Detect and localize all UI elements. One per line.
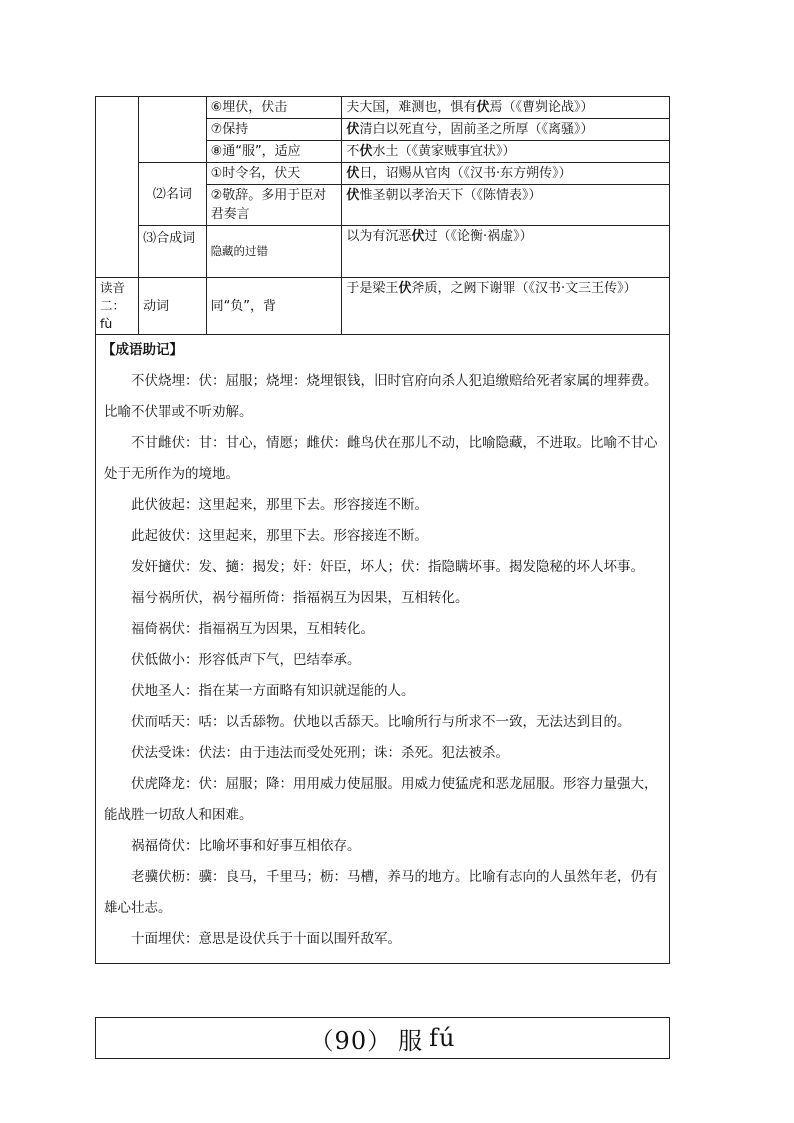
idiom-entry: 不甘雌伏：甘：甘心，情愿；雌伏：雌鸟伏在那儿不动，比喻隐藏，不进取。比喻不甘心处于无所作为的境地。	[104, 435, 658, 482]
idiom-entry: 福倚祸伏：指福祸互为因果，互相转化。	[131, 621, 374, 637]
idiom-entry: 福兮祸所伏，祸兮福所倚：指福祸互为因果，互相转化。	[131, 590, 469, 606]
pos-cell-empty	[139, 97, 206, 163]
meaning-cell: 隐藏的过错	[206, 226, 342, 278]
table-row	[96, 278, 670, 335]
idiom-entry: 此伏彼起：这里起来，那里下去。形容接连不断。	[131, 497, 428, 513]
example-cell: 伏清白以死直兮，固前圣之所厚（《离骚》）	[342, 119, 670, 141]
example-cell: 伏日，诏赐从官肉（《汉书·东方朔传》）	[342, 163, 670, 185]
example-cell: 不伏水土（《黄家贼事宜状》）	[342, 141, 670, 163]
idiom-entry: 祸福倚伏：比喻坏事和好事互相依存。	[131, 838, 361, 854]
idiom-entry: 伏虎降龙：伏：屈服；降：用用威力使屈服。用威力使猛虎和恶龙屈服。形容力量强大，能战胜一切敌人和困难。	[104, 776, 658, 823]
reading-label: 读音二：fù	[96, 278, 139, 335]
idiom-entry: 伏低做小：形容低声下气，巴结奉承。	[131, 652, 361, 668]
idiom-entry: 十面埋伏：意思是设伏兵于十面以围歼敌军。	[131, 931, 401, 947]
highlight-word: 伏	[476, 100, 490, 115]
idiom-entry: 伏法受诛：伏法：由于违法而受处死刑；诛：杀死。犯法被杀。	[131, 745, 509, 761]
entry-pinyin: fú	[429, 1024, 456, 1052]
meaning-cell: ⑦保持	[206, 119, 342, 141]
idiom-entry: 此起彼伏：这里起来，那里下去。形容接连不断。	[131, 528, 428, 544]
meaning-cell: ⑥埋伏，伏击	[206, 97, 342, 119]
notes-row	[96, 335, 670, 964]
highlight-word: 伏	[359, 144, 373, 159]
table-row	[96, 226, 670, 278]
entry-character: 服	[398, 1026, 424, 1055]
example-cell: 以为有沉恶伏过（《论衡·祸虚》）	[342, 226, 670, 278]
highlight-word: 伏	[346, 166, 360, 181]
idiom-notes	[96, 335, 670, 964]
highlight-word: 伏	[346, 188, 360, 203]
highlight-word: 伏	[398, 281, 412, 296]
meaning-cell: 同“负”，背	[206, 278, 342, 335]
highlight-word: 伏	[346, 122, 360, 137]
notes-heading: 【成语助记】	[102, 342, 183, 358]
idiom-entry: 伏地圣人：指在某一方面略有知识就逞能的人。	[131, 683, 415, 699]
pos-label-verb: 动词	[139, 278, 206, 335]
idiom-entry: 伏而咶天：咶：以舌舔物。伏地以舌舔天。比喻所行与所求不一致，无法达到目的。	[131, 714, 631, 730]
meaning-cell: ①时令名，伏天	[206, 163, 342, 185]
meaning-cell: ②敬辞。多用于臣对君奏言	[206, 185, 342, 226]
example-cell: 伏惟圣朝以孝治天下（《陈情表》）	[342, 185, 670, 226]
next-entry-heading	[95, 1017, 670, 1059]
highlight-word: 伏	[411, 229, 425, 244]
definition-table	[95, 96, 670, 964]
pos-label-compound: ⑶合成词	[139, 226, 206, 278]
entry-number: （90）	[309, 1026, 393, 1055]
idiom-entry: 发奸擿伏：发、擿：揭发；奸：奸臣，坏人；伏：指隐瞒坏事。揭发隐秘的坏人坏事。	[131, 559, 644, 575]
idiom-entry: 不伏烧埋：伏：屈服；烧埋：烧埋银钱，旧时官府向杀人犯追缴赔给死者家属的埋葬费。比喻不伏罪或不听劝解。	[104, 373, 658, 420]
example-cell: 于是梁王伏斧质，之阙下谢罪（《汉书·文三王传》）	[342, 278, 670, 335]
pos-label-noun: ⑵名词	[139, 163, 206, 226]
example-cell: 夫大国，难测也，惧有伏焉（《曹刿论战》）	[342, 97, 670, 119]
table-row	[96, 163, 670, 185]
idiom-entry: 老骥伏枥：骥：良马，千里马；枥：马槽，养马的地方。比喻有志向的人虽然年老，仍有雄心壮志。	[104, 869, 658, 916]
meaning-cell: ⑧通“服”，适应	[206, 141, 342, 163]
table-row	[96, 97, 670, 119]
reading-cell-empty	[96, 97, 139, 278]
